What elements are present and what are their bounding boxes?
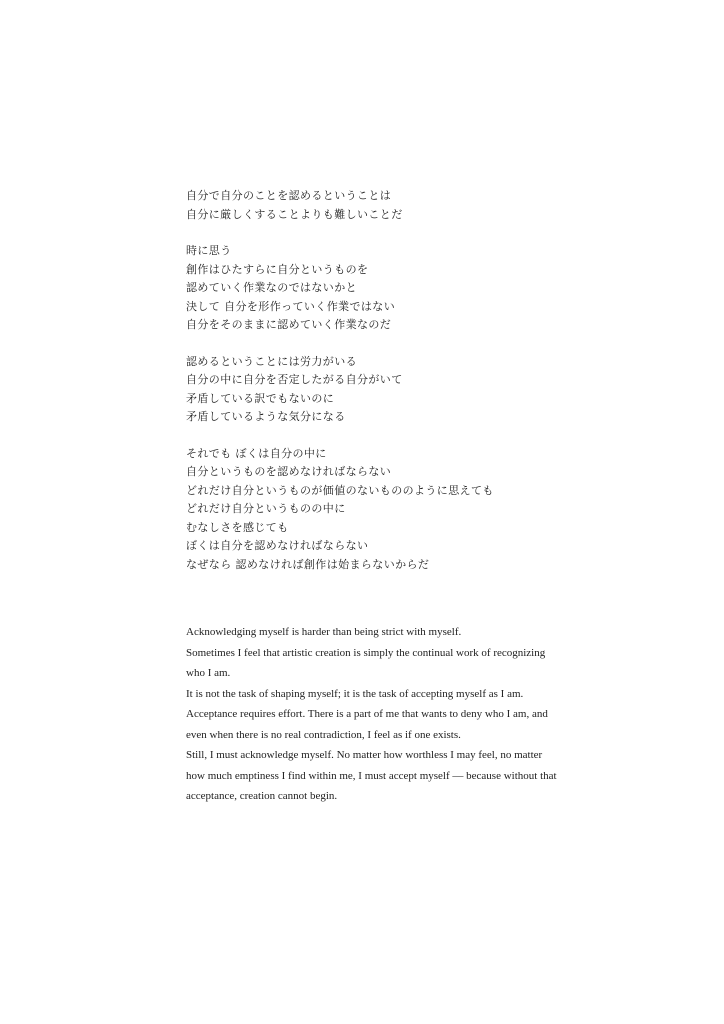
- poem-line: むなしさを感じても: [186, 520, 289, 534]
- poem-line: 認めていく作業なのではないかと: [186, 281, 357, 294]
- poem-line: 創作はひたすらに自分というものを: [186, 262, 369, 276]
- translation-line: how much emptiness I find within me, I must accept myself — because without that: [186, 769, 557, 782]
- poem-line: どれだけ自分というものの中に: [186, 502, 346, 515]
- poem-stanza-4: [186, 445, 546, 575]
- poem-line: 矛盾している訳でもないのに: [186, 391, 335, 405]
- translation-line: Still, I must acknowledge myself. No matter how worthless I may feel, no matter: [186, 749, 543, 761]
- poem-line: 自分の中に自分を否定したがる自分がいて: [186, 373, 403, 386]
- translation-line: Sometimes I feel that artistic creation is simply the continual work of recognizing: [186, 646, 546, 659]
- translation-line: even when there is no real contradiction, I feel as if one exists.: [186, 728, 461, 741]
- poem-stanza-3: [186, 353, 546, 427]
- poem-line: 時に思う: [186, 244, 232, 257]
- poem-stanza-1: [186, 187, 546, 224]
- translation-line: acceptance, creation cannot begin.: [186, 790, 338, 802]
- poem-line: 認めるということには労力がいる: [186, 354, 357, 368]
- translation-line: who I am.: [186, 667, 231, 679]
- english-translation: [186, 622, 557, 807]
- japanese-poem: [186, 187, 546, 592]
- poem-line: 矛盾しているような気分になる: [186, 410, 346, 423]
- poem-line: 自分というものを認めなければならない: [186, 465, 392, 478]
- poem-line: 決して 自分を形作っていく作業ではない: [186, 299, 396, 313]
- poem-line: どれだけ自分というものが価値のないもののように思えても: [186, 483, 494, 497]
- translation-line: Acceptance requires effort. There is a part of me that wants to deny who I am, and: [186, 708, 548, 720]
- poem-line: 自分で自分のことを認めるということは: [186, 189, 392, 202]
- poem-line: 自分に厳しくすることよりも難しいことだ: [186, 207, 403, 221]
- poem-stanza-2: [186, 242, 546, 335]
- poem-line: ぼくは自分を認めなければならない: [186, 539, 369, 552]
- translation-line: Acknowledging myself is harder than being strict with myself.: [186, 626, 462, 638]
- poem-line: それでも ぼくは自分の中に: [186, 446, 327, 460]
- poem-line: なぜなら 認めなければ創作は始まらないからだ: [186, 557, 430, 571]
- translation-line: It is not the task of shaping myself; it is the task of accepting myself as I am.: [186, 687, 524, 700]
- poem-line: 自分をそのままに認めていく作業なのだ: [186, 318, 392, 331]
